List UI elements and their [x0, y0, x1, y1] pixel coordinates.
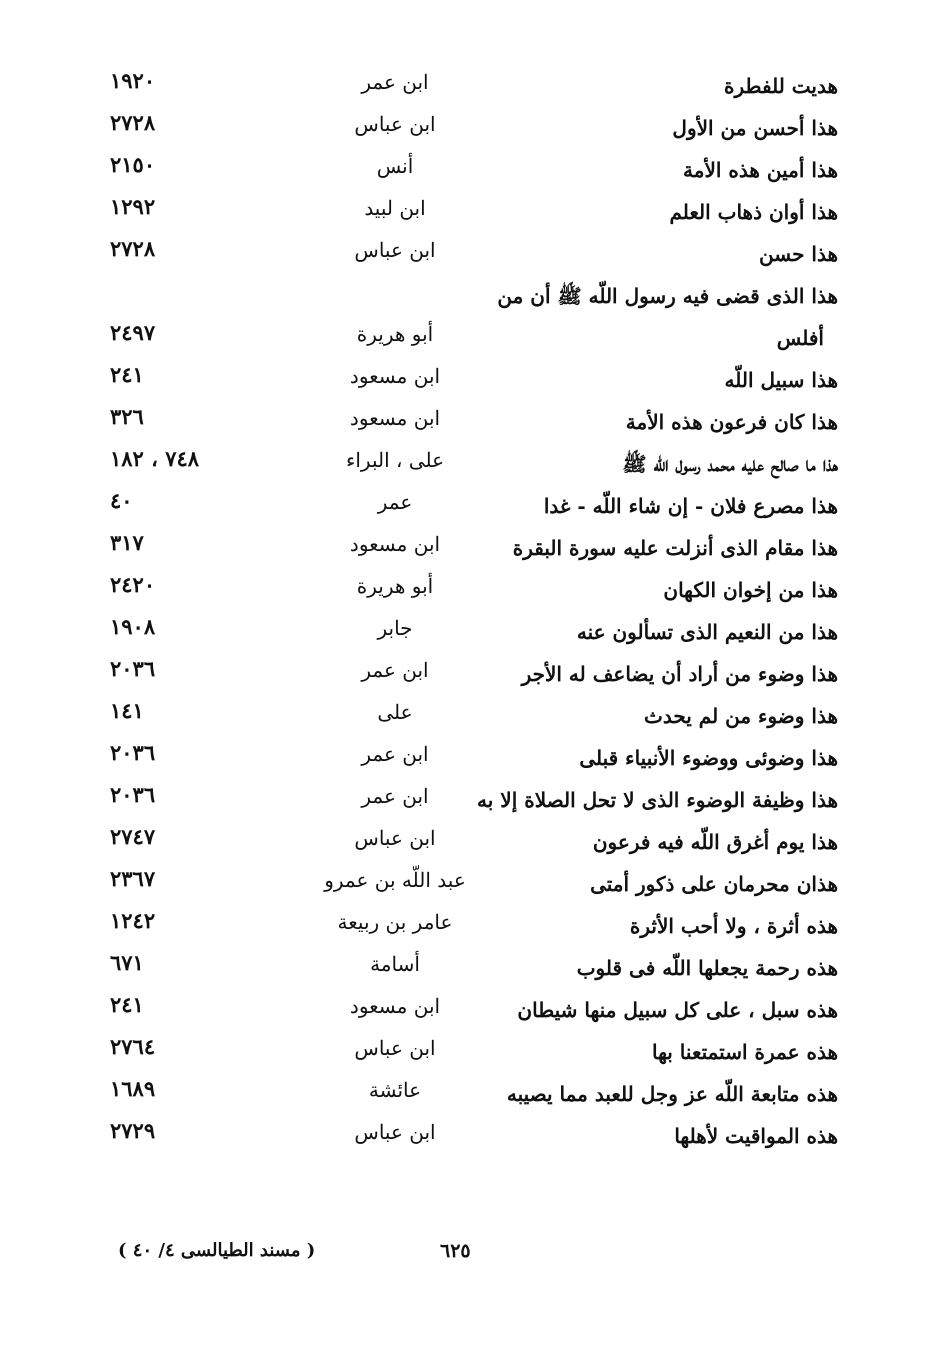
narrator-name: على — [377, 700, 413, 724]
hadith-phrase: هذا ما صالح عليه محمد رسول اللّه ﷺ — [622, 452, 838, 476]
table-row — [0, 110, 944, 152]
narrator-name: ابن لبيد — [364, 196, 426, 220]
narrator-name: على ، البراء — [345, 448, 445, 472]
hadith-number: ٢٤١ — [110, 362, 144, 387]
table-row — [0, 824, 944, 866]
table-row — [0, 656, 944, 698]
narrator-name: ابن عمر — [361, 784, 429, 808]
hadith-number: ٤٠ — [110, 488, 133, 513]
hadith-number: ١٦٨٩ — [110, 1076, 156, 1101]
hadith-number: ١٩٠٨ — [110, 614, 156, 639]
hadith-number: ٢٧٢٨ — [110, 110, 156, 135]
hadith-phrase: هذه رحمة يجعلها اللّه فى قلوب — [576, 956, 838, 980]
hadith-phrase: هذا أمين هذه الأمة — [683, 158, 838, 182]
narrator-name: ابن عباس — [354, 1036, 436, 1060]
hadith-phrase: هديت للفطرة — [724, 74, 838, 98]
narrator-name: أبو هريرة — [356, 574, 434, 598]
hadith-phrase: هذا مقام الذى أنزلت عليه سورة البقرة — [512, 536, 838, 560]
hadith-phrase: هذا أوان ذهاب العلم — [669, 200, 838, 224]
hadith-number: ١٢٤٢ — [110, 908, 156, 933]
hadith-number: ٢٧٦٤ — [110, 1034, 156, 1059]
hadith-number: ٢٤١ — [110, 992, 144, 1017]
hadith-number: ٢٧٢٩ — [110, 1118, 156, 1143]
narrator-name: ابن مسعود — [349, 364, 441, 388]
narrator-name: ابن عباس — [354, 1120, 436, 1144]
table-row — [0, 992, 944, 1034]
page-number: ٦٢٥ — [440, 1240, 471, 1262]
hadith-phrase: هذه أثرة ، ولا أحب الأثرة — [629, 914, 838, 938]
hadith-number: ٢٠٣٦ — [110, 782, 156, 807]
table-row — [0, 194, 944, 236]
source-reference-note: ( مسند الطيالسى ٤/ ٤٠ ) — [118, 1240, 316, 1261]
hadith-number: ٢٧٢٨ — [110, 236, 156, 261]
hadith-number: ٢١٥٠ — [110, 152, 156, 177]
table-row — [0, 362, 944, 404]
hadith-phrase: هذا الذى قضى فيه رسول اللّه ﷺ أن من — [497, 284, 838, 308]
table-row — [0, 68, 944, 110]
hadith-phrase: هذا حسن — [759, 242, 838, 266]
narrator-name: ابن عباس — [354, 112, 436, 136]
hadith-number: ٢٤٩٧ — [110, 320, 156, 345]
narrator-name: عائشة — [368, 1078, 422, 1102]
hadith-number: ٦٧١ — [110, 950, 144, 975]
narrator-name: ابن عباس — [354, 238, 436, 262]
table-row — [0, 236, 944, 278]
index-table — [0, 68, 944, 1160]
table-row — [0, 614, 944, 656]
narrator-name: ابن عمر — [361, 658, 429, 682]
table-row — [0, 530, 944, 572]
table-row — [0, 698, 944, 740]
hadith-number: ٢٤٢٠ — [110, 572, 156, 597]
table-row — [0, 1034, 944, 1076]
hadith-phrase: هذا وضوئى ووضوء الأنبياء قبلى — [579, 746, 838, 770]
table-row — [0, 488, 944, 530]
hadith-phrase: هذا وظيفة الوضوء الذى لا تحل الصلاة إلا به — [477, 788, 838, 812]
narrator-name: جابر — [377, 616, 413, 640]
hadith-phrase: هذا وضوء من أراد أن يضاعف له الأجر — [521, 662, 838, 686]
narrator-name: ابن عمر — [361, 70, 429, 94]
table-row — [0, 950, 944, 992]
narrator-name: ابن عباس — [354, 826, 436, 850]
table-row — [0, 278, 944, 320]
hadith-number: ٢٠٣٦ — [110, 740, 156, 765]
narrator-name: ابن مسعود — [349, 994, 441, 1018]
hadith-phrase: هذا من إخوان الكهان — [663, 578, 838, 602]
hadith-number: ٧٤٨ ، ١٨٢ — [110, 446, 200, 471]
hadith-phrase: أفلس — [776, 326, 824, 350]
hadith-phrase: هذه المواقيت لأهلها — [674, 1124, 838, 1148]
table-row — [0, 740, 944, 782]
table-row — [0, 1076, 944, 1118]
hadith-phrase: هذا سبيل اللّه — [724, 368, 838, 392]
hadith-phrase: هذان محرمان على ذكور أمتى — [590, 872, 838, 896]
table-row — [0, 446, 944, 488]
table-row — [0, 404, 944, 446]
hadith-phrase: هذه عمرة استمتعنا بها — [651, 1040, 838, 1064]
narrator-name: عبد اللّه بن عمرو — [324, 868, 466, 892]
hadith-number: ١٢٩٢ — [110, 194, 156, 219]
narrator-name: أسامة — [370, 952, 420, 976]
narrator-name: أنس — [376, 154, 414, 178]
table-row — [0, 866, 944, 908]
narrator-name: ابن مسعود — [349, 532, 441, 556]
page-footer — [0, 1240, 944, 1270]
table-row — [0, 908, 944, 950]
hadith-phrase: هذا يوم أغرق اللّه فيه فرعون — [592, 830, 838, 854]
narrator-name: ابن مسعود — [349, 406, 441, 430]
hadith-phrase: هذه متابعة اللّه عز وجل للعبد مما يصيبه — [506, 1082, 838, 1106]
narrator-name: ابن عمر — [361, 742, 429, 766]
narrator-name: عمر — [377, 490, 413, 514]
hadith-number: ١٤١ — [110, 698, 144, 723]
hadith-phrase: هذه سبل ، على كل سبيل منها شيطان — [517, 998, 838, 1022]
hadith-number: ٢٠٣٦ — [110, 656, 156, 681]
table-row — [0, 782, 944, 824]
narrator-name: أبو هريرة — [356, 322, 434, 346]
table-row — [0, 152, 944, 194]
hadith-number: ٣٢٦ — [110, 404, 144, 429]
hadith-number: ٢٧٤٧ — [110, 824, 156, 849]
hadith-number: ٣١٧ — [110, 530, 144, 555]
hadith-number: ٢٣٦٧ — [110, 866, 156, 891]
table-row — [0, 572, 944, 614]
table-row — [0, 1118, 944, 1160]
narrator-name: عامر بن ربيعة — [337, 910, 453, 934]
hadith-phrase: هذا كان فرعون هذه الأمة — [625, 410, 838, 434]
hadith-number: ١٩٢٠ — [110, 68, 156, 93]
hadith-phrase: هذا أحسن من الأول — [672, 116, 838, 140]
hadith-phrase: هذا مصرع فلان - إن شاء اللّه - غدا — [543, 494, 838, 518]
table-row — [0, 320, 944, 362]
hadith-phrase: هذا من النعيم الذى تسألون عنه — [576, 620, 838, 644]
hadith-phrase: هذا وضوء من لم يحدث — [644, 704, 838, 728]
